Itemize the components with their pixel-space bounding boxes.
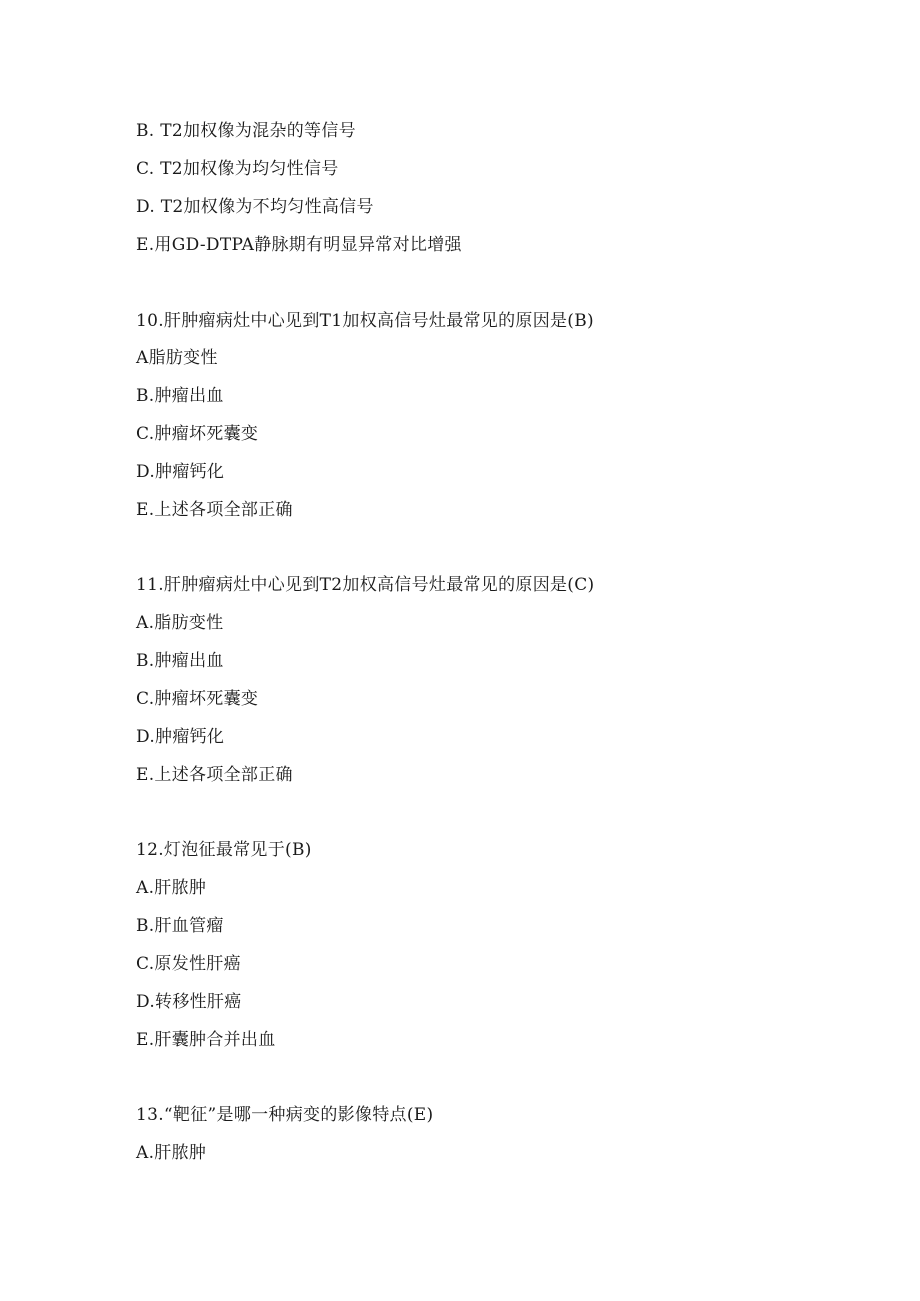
q11-option-a: A.脂肪变性 xyxy=(136,613,224,633)
q10-option-a: A脂肪变性 xyxy=(136,348,218,368)
q13-option-a: A.肝脓肿 xyxy=(136,1143,207,1163)
q11-question: 11.肝肿瘤病灶中心见到T2加权高信号灶最常见的原因是(C) xyxy=(136,575,595,595)
q9-option-c: C. T2加权像为均匀性信号 xyxy=(136,159,339,179)
q10-option-e: E.上述各项全部正确 xyxy=(136,500,293,520)
q11-option-e: E.上述各项全部正确 xyxy=(136,765,293,785)
q9-option-b: B. T2加权像为混杂的等信号 xyxy=(136,121,356,141)
q10-question: 10.肝肿瘤病灶中心见到T1加权高信号灶最常见的原因是(B) xyxy=(136,311,594,331)
q12-option-b: B.肝血管瘤 xyxy=(136,916,224,936)
q9-option-d: D. T2加权像为不均匀性高信号 xyxy=(136,197,374,217)
q12-option-a: A.肝脓肿 xyxy=(136,878,207,898)
q12-option-e: E.肝囊肿合并出血 xyxy=(136,1030,276,1050)
q13-question: 13.“靶征”是哪一种病变的影像特点(E) xyxy=(136,1105,434,1125)
q12-option-c: C.原发性肝癌 xyxy=(136,954,241,974)
q11-option-c: C.肿瘤坏死囊变 xyxy=(136,689,259,709)
q12-question: 12.灯泡征最常见于(B) xyxy=(136,840,312,860)
q10-option-b: B.肿瘤出血 xyxy=(136,386,224,406)
q11-option-d: D.肿瘤钙化 xyxy=(136,727,225,747)
q10-option-c: C.肿瘤坏死囊变 xyxy=(136,424,259,444)
q9-option-e: E.用GD-DTPA静脉期有明显异常对比增强 xyxy=(136,235,462,255)
q11-option-b: B.肿瘤出血 xyxy=(136,651,224,671)
q12-option-d: D.转移性肝癌 xyxy=(136,992,242,1012)
q10-option-d: D.肿瘤钙化 xyxy=(136,462,225,482)
